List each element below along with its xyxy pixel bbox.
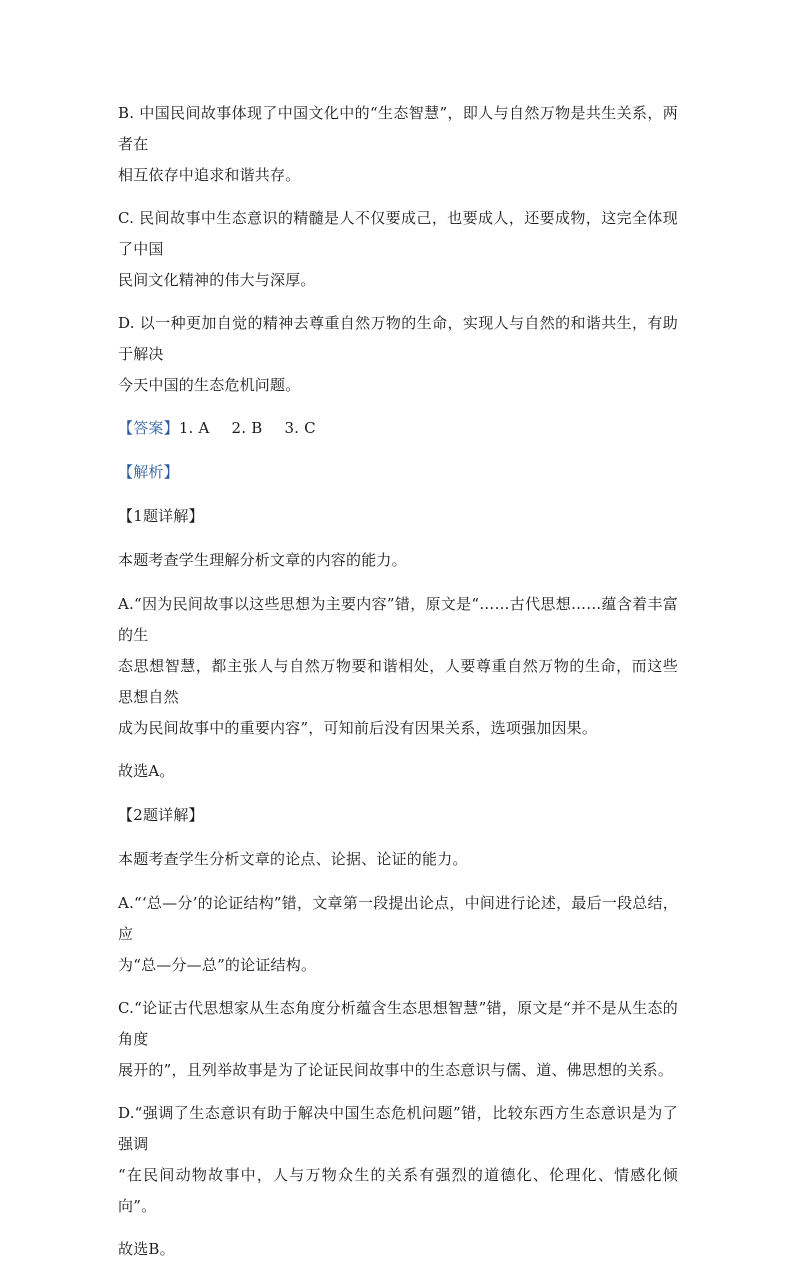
option-d-line2: 今天中国的生态危机问题。 <box>118 376 301 394</box>
analysis-heading <box>118 457 678 488</box>
q2-a-line1: A.“‘总—分’的论证结构”错，文章第一段提出论点，中间进行论述，最后一段总结，应 <box>118 894 678 943</box>
q2-heading: 【2题详解】 <box>118 806 204 824</box>
answer-label: 【答案】 <box>118 419 179 437</box>
option-d <box>118 308 678 401</box>
q1-a-line3: 成为民间故事中的重要内容”，可知前后没有因果关系，选项强加因果。 <box>118 719 598 737</box>
q2-option-d <box>118 1098 678 1222</box>
option-c-line2: 民间文化精神的伟大与深厚。 <box>118 271 316 289</box>
option-b-line1: B. 中国民间故事体现了中国文化中的“生态智慧”，即人与自然万物是共生关系，两者在 <box>118 104 678 153</box>
q1-option-a <box>118 589 678 744</box>
answer-line <box>118 413 678 444</box>
option-b <box>118 98 678 191</box>
option-d-line1: D. 以一种更加自觉的精神去尊重自然万物的生命，实现人与自然的和谐共生，有助于解决 <box>118 314 678 363</box>
q2-a-line2: 为“总—分—总”的论证结构。 <box>118 956 317 974</box>
q2-conclusion: 故选B。 <box>118 1240 175 1258</box>
q2-c-line1: C.“论证古代思想家从生态角度分析蕴含生态思想智慧”错，原文是“并不是从生态的角度 <box>118 999 678 1048</box>
answer-item-2: 2. B <box>231 419 263 437</box>
analysis-label: 【解析】 <box>118 463 179 481</box>
q2-option-c <box>118 993 678 1086</box>
document-page <box>118 98 678 1278</box>
q2-intro: 本题考查学生分析文章的论点、论据、论证的能力。 <box>118 850 468 868</box>
q2-option-a <box>118 888 678 981</box>
q1-a-line1: A.“因为民间故事以这些思想为主要内容”错，原文是“……古代思想……蕴含着丰富的生 <box>118 595 678 644</box>
q2-c-line2: 展开的”，且列举故事是为了论证民间故事中的生态意识与儒、道、佛思想的关系。 <box>118 1061 674 1079</box>
q2-d-line2: “在民间动物故事中，人与万物众生的关系有强烈的道德化、伦理化、情感化倾向”。 <box>118 1166 678 1215</box>
option-b-line2: 相互依存中追求和谐共存。 <box>118 166 301 184</box>
answer-item-3: 3. C <box>284 419 316 437</box>
q1-intro: 本题考查学生理解分析文章的内容的能力。 <box>118 551 407 569</box>
q1-heading: 【1题详解】 <box>118 507 204 525</box>
q2-d-line1: D.“强调了生态意识有助于解决中国生态危机问题”错，比较东西方生态意识是为了强调 <box>118 1104 678 1153</box>
q1-conclusion: 故选A。 <box>118 762 175 780</box>
option-c-line1: C. 民间故事中生态意识的精髓是人不仅要成己，也要成人，还要成物，这完全体现了中国 <box>118 209 678 258</box>
answer-item-1: 1. A <box>178 419 210 437</box>
option-c <box>118 203 678 296</box>
q1-a-line2: 态思想智慧，都主张人与自然万物要和谐相处，人要尊重自然万物的生命，而这些思想自然 <box>118 657 678 706</box>
